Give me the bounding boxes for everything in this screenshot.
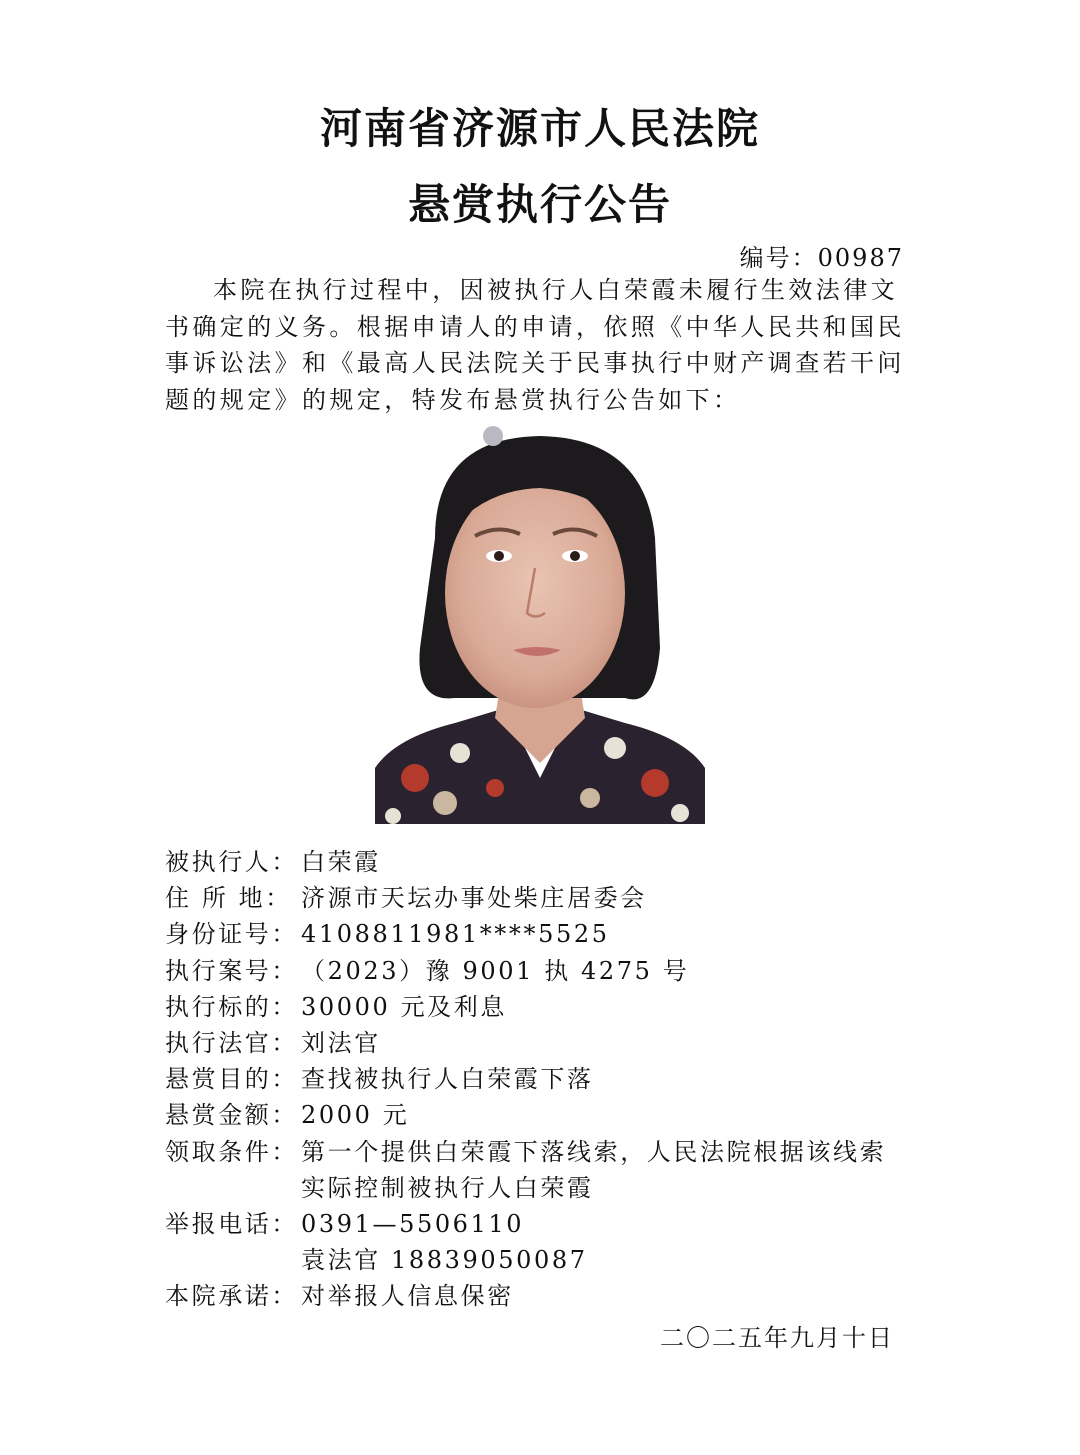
field-label: 悬赏金额： — [165, 1101, 298, 1130]
field-value-line: 2000 元 — [301, 1101, 410, 1130]
field-value — [301, 1097, 925, 1133]
field-label: 领取条件： — [165, 1137, 298, 1166]
document-number: 编号：00987 — [739, 244, 904, 272]
field-value-line: 白荣霞 — [301, 848, 381, 876]
field-label: 举报电话： — [165, 1210, 298, 1239]
field-value — [301, 953, 925, 989]
field-value — [301, 1134, 925, 1206]
field-value-line: 4108811981****5525 — [301, 920, 610, 949]
field-row — [165, 1278, 925, 1314]
intro-paragraph: 本院在执行过程中，因被执行人白荣霞未履行生效法律文书确定的义务。根据申请人的申请，依照《中华人民共和国民事诉讼法》和《最高人民法院关于民事执行中财产调查若干问题的规定》的规定，特发布悬赏执行公告如下： — [165, 276, 905, 414]
field-row — [165, 1025, 925, 1061]
issue-date: 二〇二五年九月十日 — [660, 1324, 894, 1352]
field-label: 悬赏目的： — [165, 1065, 298, 1094]
field-label: 身份证号： — [165, 920, 298, 949]
field-value — [301, 1025, 925, 1061]
field-label: 本院承诺： — [165, 1282, 298, 1311]
field-label: 执行法官： — [165, 1029, 298, 1058]
field-label: 被执行人： — [165, 848, 298, 876]
field-value — [301, 844, 925, 880]
field-row — [165, 844, 925, 880]
field-value — [301, 1278, 925, 1314]
field-value-line: 对举报人信息保密 — [301, 1282, 514, 1311]
field-value — [301, 989, 925, 1025]
court-name: 河南省济源市人民法院 — [319, 104, 760, 153]
field-row — [165, 916, 925, 952]
field-row — [165, 1097, 925, 1133]
field-value-line: 30000 元及利息 — [301, 992, 507, 1021]
field-label: 执行标的： — [165, 992, 298, 1021]
field-value-line: 袁法官 18839050087 — [301, 1246, 588, 1275]
field-value — [301, 1206, 925, 1278]
field-value-line: 查找被执行人白荣霞下落 — [301, 1065, 594, 1094]
field-row — [165, 880, 925, 916]
notice-title: 悬赏执行公告 — [407, 180, 672, 229]
field-row — [165, 989, 925, 1025]
case-fields — [165, 844, 925, 1315]
field-value — [301, 916, 925, 952]
field-value — [301, 880, 925, 916]
field-value-line: （2023）豫 9001 执 4275 号 — [301, 956, 690, 985]
field-row — [165, 1206, 925, 1278]
field-label: 住 所 地： — [165, 884, 292, 913]
field-row — [165, 953, 925, 989]
field-row — [165, 1134, 925, 1206]
field-row — [165, 1061, 925, 1097]
field-value-line: 实际控制被执行人白荣霞 — [301, 1173, 594, 1202]
subject-photo — [375, 418, 705, 824]
field-label: 执行案号： — [165, 956, 298, 985]
field-value — [301, 1061, 925, 1097]
field-value-line: 刘法官 — [301, 1029, 381, 1058]
field-value-line: 第一个提供白荣霞下落线索，人民法院根据该线索 — [301, 1137, 887, 1166]
field-value-line: 济源市天坛办事处柴庄居委会 — [301, 884, 647, 913]
field-value-line: 0391—5506110 — [301, 1210, 525, 1239]
